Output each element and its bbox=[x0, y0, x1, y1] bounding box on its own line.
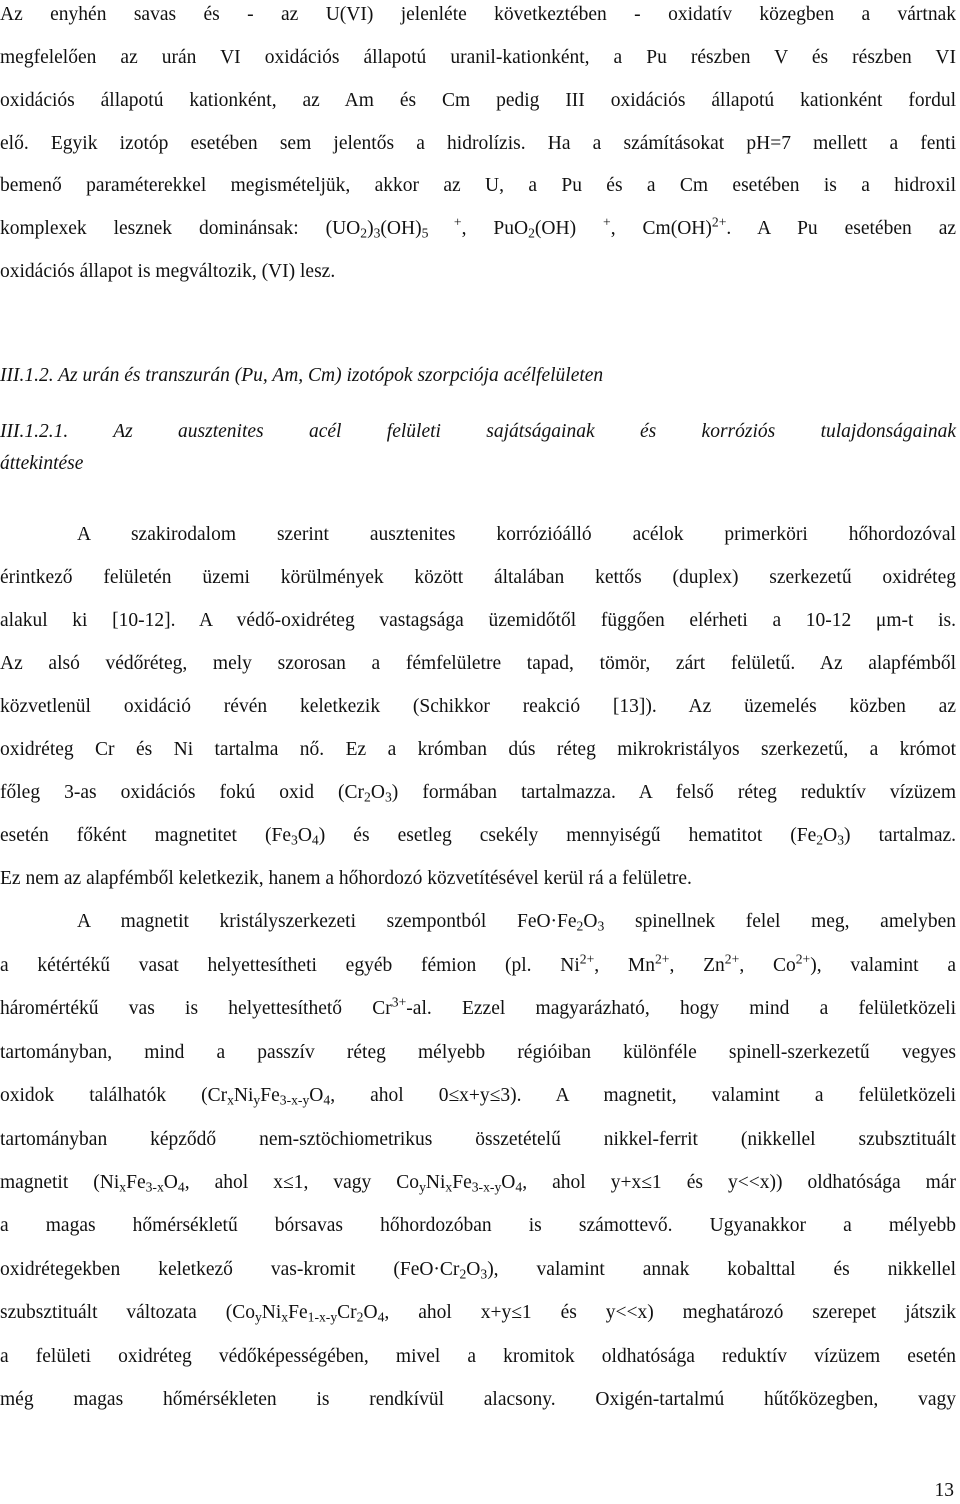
text-run: (OH) bbox=[534, 218, 604, 239]
text-run: spinellnek felel meg, amelyben bbox=[604, 911, 956, 932]
superscript: + bbox=[603, 214, 611, 230]
text-run: Fe bbox=[452, 1172, 472, 1193]
subscript: 2 bbox=[816, 832, 824, 848]
text-run: Fe bbox=[288, 1302, 308, 1323]
text-run: x+y bbox=[459, 1085, 490, 1106]
text-line: A szakirodalom szerint ausztenites korrózióálló acélok primerköri hőhordozóval bbox=[77, 524, 956, 545]
text-line: még magas hőmérsékleten is rendkívül alacsony. Oxigén-tartalmú hűtőközegben, vagy bbox=[0, 1389, 956, 1410]
text-line bbox=[0, 1083, 956, 1109]
text-run: komplexek lesznek dominánsak: (UO bbox=[0, 218, 361, 239]
text-line bbox=[0, 780, 956, 806]
section-heading: III.1.2. Az urán és transzurán (Pu, Am, Cm) izotópok szorpciója acélfelületen bbox=[0, 365, 604, 386]
text-run: oxidrétegekben keletkező vas-kromit (FeO·Cr bbox=[0, 1259, 460, 1280]
text-line: a magas hőmérsékletű bórsavas hőhordozóban is számottevő. Ugyanakkor a mélyebb bbox=[0, 1215, 956, 1236]
leq-symbol: ≤ bbox=[489, 1085, 501, 1106]
text-run: (OH) bbox=[380, 218, 422, 239]
subscript: y bbox=[254, 1309, 262, 1325]
superscript: 2+ bbox=[654, 951, 670, 967]
text-run: ) formában tartalmazza. A felső réteg reduktív vízüzem bbox=[391, 782, 956, 803]
text-run: 1 és y<<x)) oldhatósága már bbox=[651, 1172, 957, 1193]
text-line: oxidációs állapotú kationként, az Am és Cm pedig III oxidációs állapotú kationként fordul bbox=[0, 90, 956, 111]
text-run: Ni bbox=[425, 1172, 446, 1193]
superscript: 2+ bbox=[724, 951, 740, 967]
text-line: érintkező felületén üzemi körülmények között általában kettős (duplex) szerkezetű oxidréteg bbox=[0, 567, 956, 588]
text-line: közvetlenül oxidáció révén keletkezik (Schikkor reakció [13]). Az üzemelés közben az bbox=[0, 696, 956, 717]
text-line: bemenő paraméterekkel megismételjük, akkor az U, a Pu és a Cm esetében is a hidroxil bbox=[0, 175, 956, 196]
text-run: , ahol 0 bbox=[330, 1085, 449, 1106]
subscript: x bbox=[227, 1092, 234, 1108]
text-run: , Zn bbox=[669, 955, 725, 976]
text-run: O bbox=[501, 1172, 516, 1193]
subscript: 2 bbox=[528, 225, 535, 241]
subscript: 1-x-y bbox=[307, 1309, 338, 1325]
text-line: oxidréteg Cr és Ni tartalma nő. Ez a krómban dús réteg mikrokristályos szerkezetű, a krómot bbox=[0, 739, 956, 760]
leq-symbol: ≤ bbox=[448, 1085, 460, 1106]
subscript: 3 bbox=[291, 832, 298, 848]
text-run: a kétértékű vasat helyettesítheti egyéb fémion (pl. Ni bbox=[0, 955, 580, 976]
leq-symbol: ≤ bbox=[641, 1172, 652, 1193]
superscript: 2+ bbox=[711, 214, 727, 230]
subsection-heading: áttekintése bbox=[0, 453, 84, 474]
text-run: , Cm(OH) bbox=[610, 218, 712, 239]
text-run: , Mn bbox=[594, 955, 655, 976]
text-run: O bbox=[163, 1172, 178, 1193]
text-line bbox=[0, 1300, 956, 1326]
subscript: 4 bbox=[177, 1179, 185, 1195]
subscript: 2 bbox=[356, 1309, 364, 1325]
text-run: , ahol y+x bbox=[522, 1172, 642, 1193]
subscript: 4 bbox=[323, 1092, 331, 1108]
subscript: 4 bbox=[311, 832, 319, 848]
text-line: Az enyhén savas és - az U(VI) jelenléte következtében - oxidatív közegben a vártnak bbox=[0, 4, 956, 25]
subscript: 3 bbox=[480, 1266, 488, 1282]
subscript: 2 bbox=[364, 789, 371, 805]
text-run: m-t is. bbox=[886, 610, 956, 631]
text-run: alakul ki [10-12]. A védő-oxidréteg vastagsága üzemidőtől függően elérheti a 10-12 bbox=[0, 610, 876, 631]
text-run: . A Pu esetében az bbox=[726, 218, 957, 239]
text-run: ), valamint annak kobalttal és nikkellel bbox=[487, 1259, 956, 1280]
text-run: Ni bbox=[233, 1085, 254, 1106]
text-run: oxidok találhatók (Cr bbox=[0, 1085, 228, 1106]
superscript: + bbox=[428, 214, 462, 230]
text-run: O bbox=[297, 825, 312, 846]
mu-symbol: μ bbox=[875, 610, 887, 631]
text-line: tartományban képződő nem-sztöchiometrikus összetételű nikkel-ferrit (nikkellel szubsztituált bbox=[0, 1129, 956, 1150]
text-run: , ahol x bbox=[184, 1172, 283, 1193]
subscript: 3 bbox=[384, 789, 392, 805]
text-run: Ni bbox=[261, 1302, 282, 1323]
text-run: szubsztituált változata (Co bbox=[0, 1302, 255, 1323]
text-line: Ez nem az alapfémből keletkezik, hanem a hőhordozó közvetítésével kerül rá a felületre. bbox=[0, 868, 692, 889]
text-run: háromértékű vas is helyettesíthető Cr bbox=[0, 998, 392, 1019]
text-run: ) bbox=[367, 218, 374, 239]
subscript: 3 bbox=[597, 918, 605, 934]
subscript: y bbox=[419, 1179, 426, 1195]
text-line bbox=[0, 823, 956, 849]
text-line: a felületi oxidréteg védőképességében, mivel a kromitok oldhatósága reduktív vízüzem esetén bbox=[0, 1346, 956, 1367]
subscript: x bbox=[445, 1179, 453, 1195]
text-run: O bbox=[363, 1302, 378, 1323]
text-run: , ahol x+y bbox=[384, 1302, 512, 1323]
subscript: x bbox=[119, 1179, 127, 1195]
text-line bbox=[77, 909, 956, 935]
text-run: 3). A magnetit, valamint a felületközeli bbox=[500, 1085, 956, 1106]
superscript: 2+ bbox=[579, 951, 595, 967]
subsection-heading: III.1.2.1. Az ausztenites acél felületi sajátságainak és korróziós tulajdonságainak bbox=[0, 421, 956, 442]
text-line bbox=[0, 953, 956, 979]
text-run: A magnetit kristályszerkezeti szempontból FeO·Fe bbox=[77, 911, 577, 932]
subscript: y bbox=[253, 1092, 261, 1108]
leq-symbol: ≤ bbox=[282, 1172, 294, 1193]
subscript: 3 bbox=[837, 832, 845, 848]
subscript: 2 bbox=[360, 225, 368, 241]
text-run: ) tartalmaz. bbox=[844, 825, 957, 846]
text-line bbox=[0, 1257, 956, 1283]
superscript: 3+ bbox=[391, 994, 407, 1010]
text-run: főleg 3-as oxidációs fokú oxid (Cr bbox=[0, 782, 365, 803]
subscript: x bbox=[281, 1309, 289, 1325]
page-number: 13 bbox=[934, 1480, 954, 1501]
text-run: O bbox=[823, 825, 838, 846]
text-run: Fe bbox=[260, 1085, 280, 1106]
superscript: 2+ bbox=[795, 951, 811, 967]
subscript: 3 bbox=[373, 225, 381, 241]
text-line bbox=[0, 1170, 956, 1196]
text-run: , PuO bbox=[461, 218, 529, 239]
text-run: , Co bbox=[739, 955, 796, 976]
leq-symbol: ≤ bbox=[511, 1302, 522, 1323]
subscript: 4 bbox=[377, 1309, 385, 1325]
text-run: esetén főként magnetitet (Fe bbox=[0, 825, 291, 846]
text-line bbox=[0, 608, 956, 634]
text-line: megfelelően az urán VI oxidációs állapotú uranil-kationként, a Pu részben V és részben VI bbox=[0, 47, 956, 68]
text-run: O bbox=[309, 1085, 324, 1106]
text-line: oxidációs állapot is megváltozik, (VI) lesz. bbox=[0, 261, 336, 282]
text-line: tartományban, mind a passzív réteg mélyebb régióiban különféle spinell-szerkezetű vegyes bbox=[0, 1042, 956, 1063]
text-line bbox=[0, 216, 956, 242]
text-run: O bbox=[466, 1259, 481, 1280]
subscript: 3-x-y bbox=[471, 1179, 502, 1195]
subscript: 3-x bbox=[145, 1179, 164, 1195]
text-run: -al. Ezzel magyarázható, hogy mind a felületközeli bbox=[406, 998, 956, 1019]
text-run: Fe bbox=[126, 1172, 146, 1193]
text-run: O bbox=[370, 782, 385, 803]
subscript: 2 bbox=[576, 918, 584, 934]
text-run: ), valamint a bbox=[810, 955, 956, 976]
text-run: 1, vagy Co bbox=[293, 1172, 420, 1193]
text-run: Cr bbox=[337, 1302, 357, 1323]
text-line bbox=[0, 996, 956, 1022]
subscript: 4 bbox=[515, 1179, 523, 1195]
text-run: ) és esetleg csekély mennyiségű hematitot (Fe bbox=[318, 825, 817, 846]
text-line: elő. Egyik izotóp esetében sem jelentős a hidrolízis. Ha a számításokat pH=7 mellett a fenti bbox=[0, 133, 956, 154]
text-run: O bbox=[583, 911, 598, 932]
subscript: 3-x-y bbox=[279, 1092, 310, 1108]
subscript: 5 bbox=[421, 225, 429, 241]
subscript: 2 bbox=[459, 1266, 467, 1282]
text-run: 1 és y<<x) meghatározó szerepet játszik bbox=[521, 1302, 957, 1323]
text-run: magnetit (Ni bbox=[0, 1172, 120, 1193]
text-line: Az alsó védőréteg, mely szorosan a fémfelületre tapad, tömör, zárt felületű. Az alapfémből bbox=[0, 653, 956, 674]
